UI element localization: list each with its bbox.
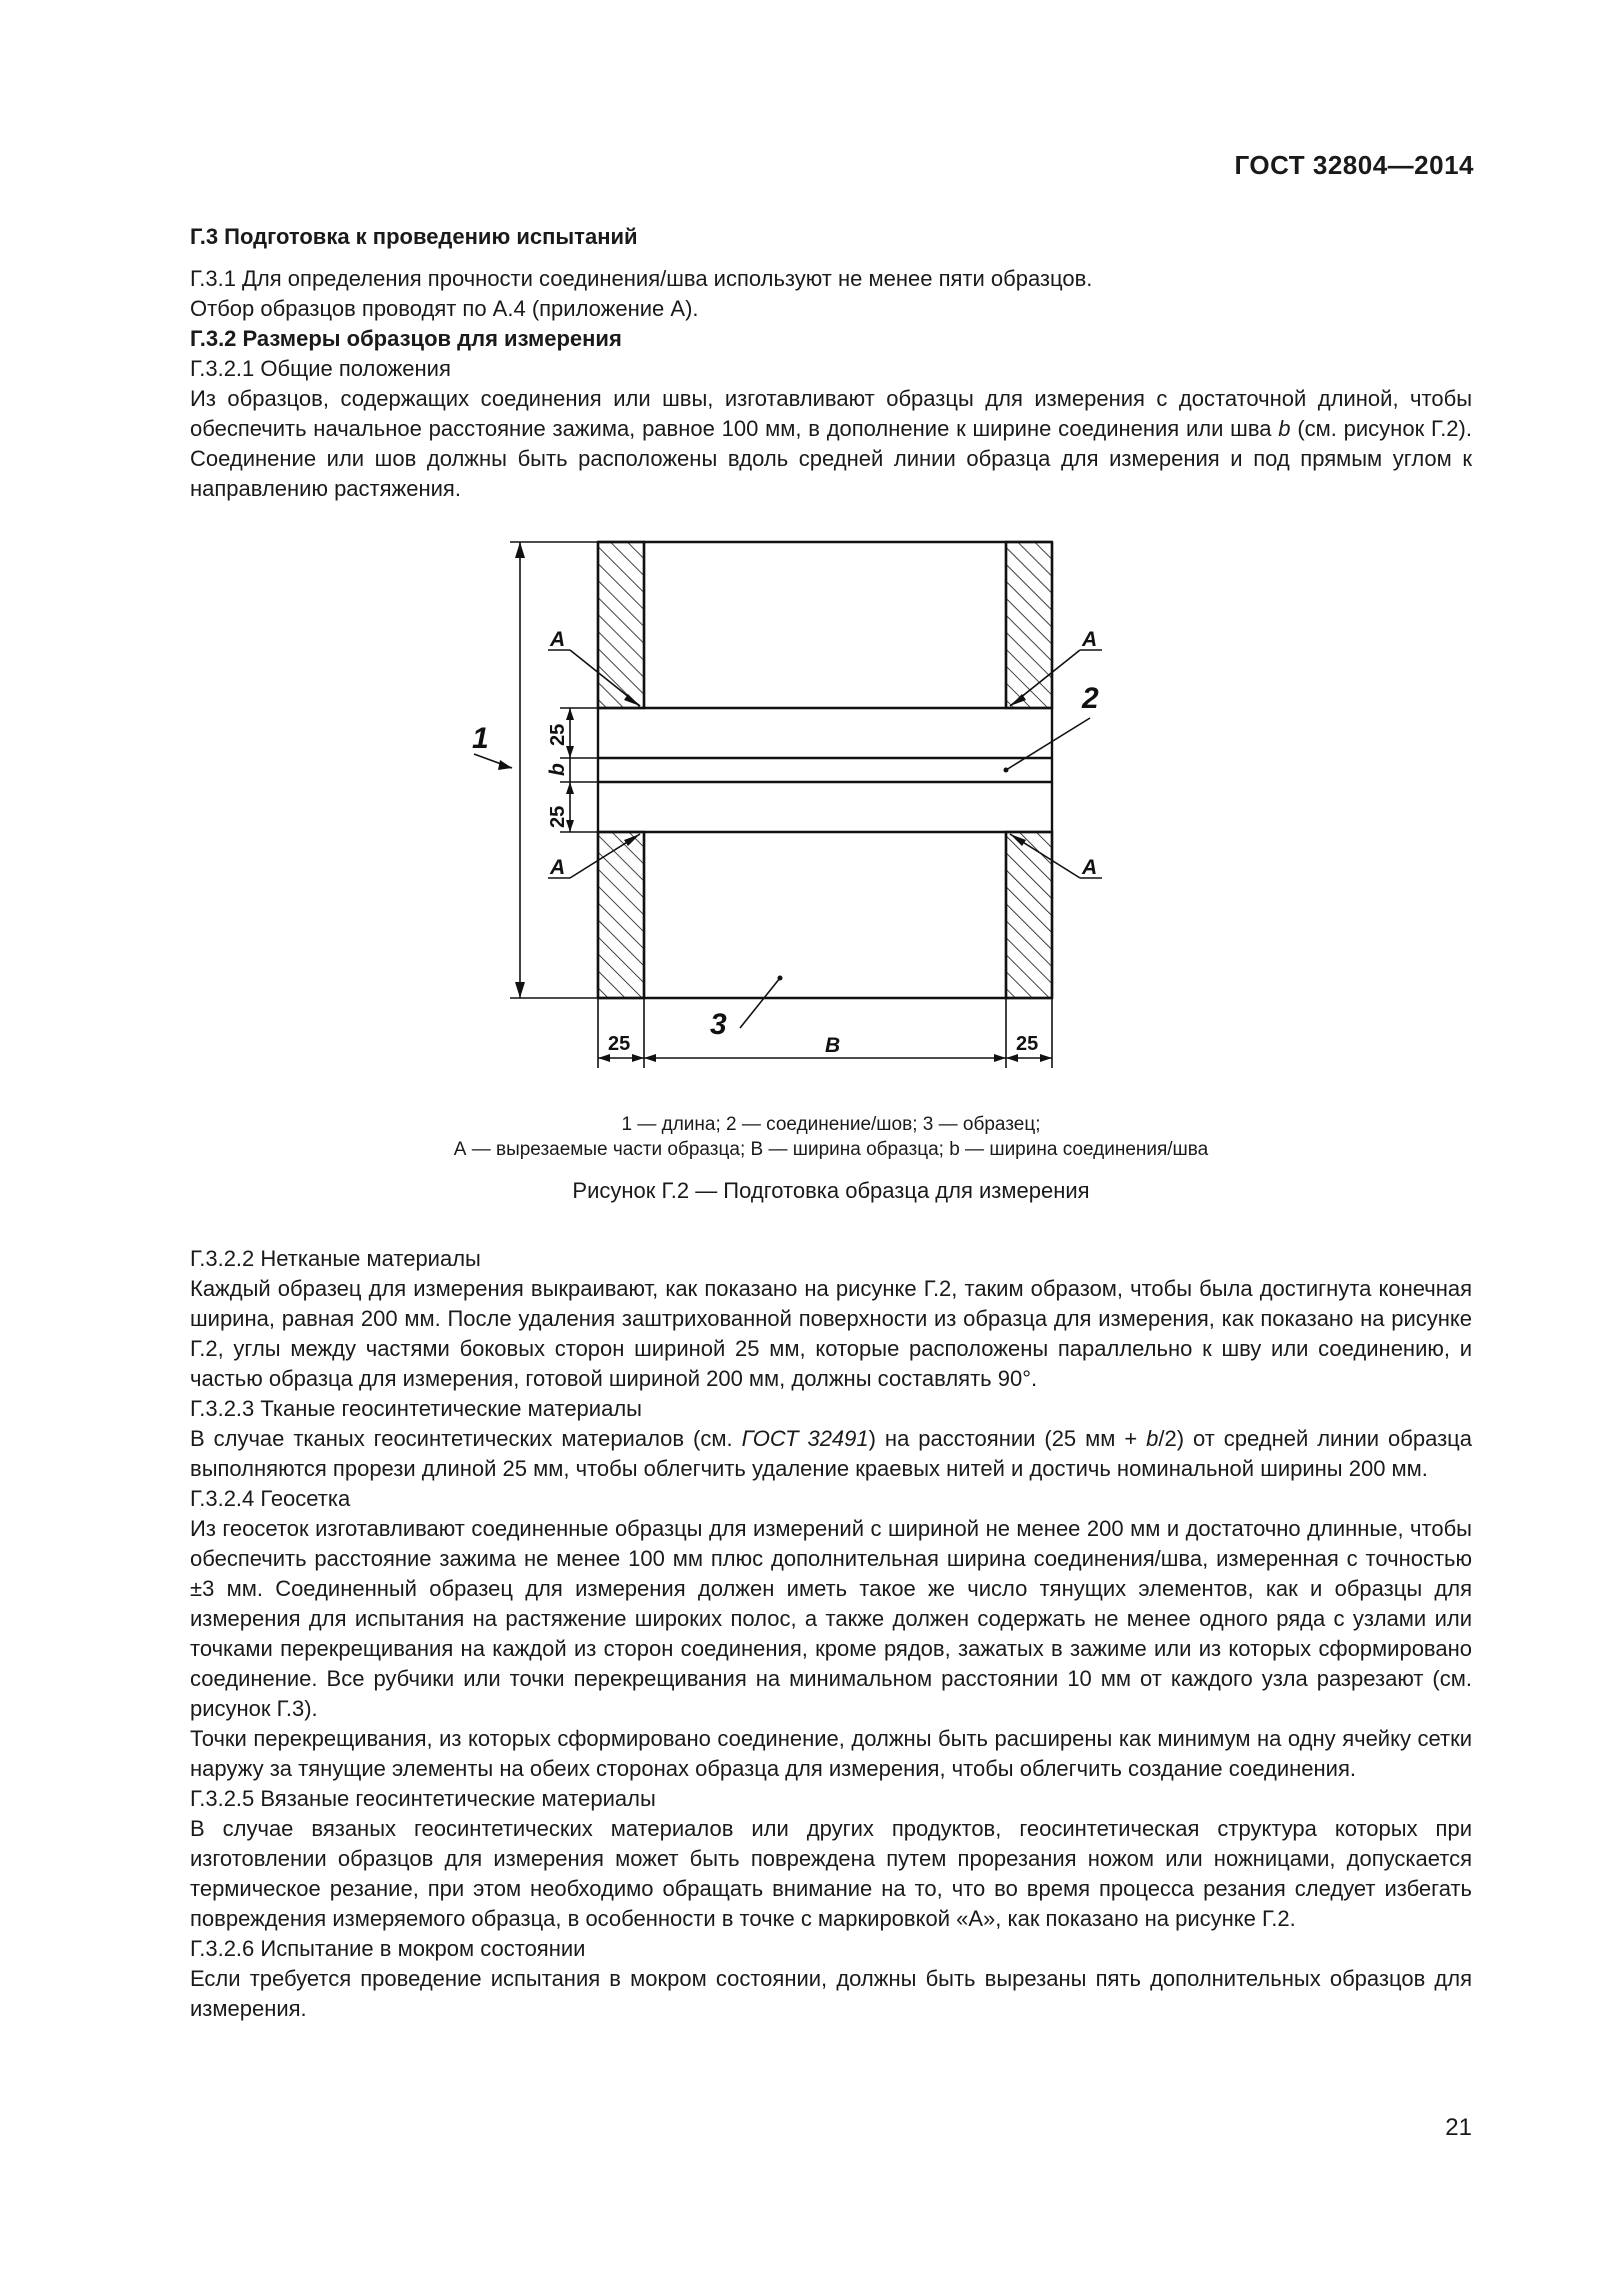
fig-dim-25-bottom-left: 25 [608, 1033, 631, 1055]
fig-label-a-bottom-right: А [1082, 856, 1098, 879]
figure-legend-line1: 1 — длина; 2 — соединение/шов; 3 — образец; [621, 1114, 1041, 1135]
figure-g2 [460, 528, 1120, 1088]
section-intro [190, 222, 1472, 504]
fig-dim-25-bottom-right: 25 [1016, 1033, 1039, 1055]
fig-dim-25-left-lower: 25 [547, 805, 569, 828]
para-g324-b: Точки перекрещивания, из которых сформировано соединение, должны быть расширены как минимум на одну ячейку сетки наружу за тянущие элементы на обеих сторонах образца для измерения, чтобы облегчить создание соединения. [190, 1726, 1472, 1781]
figure-legend [190, 1112, 1472, 1162]
para-g321-var-b: b [1278, 416, 1291, 441]
para-g323-text-c: /2) от средней линии образца выполняются прорези длиной 25 мм, чтобы облегчить удаление краевых нитей и достичь номинальной ширины 200 мм. [190, 1426, 1473, 1481]
fig-label-3: 3 [710, 1008, 727, 1041]
fig-label-1: 1 [472, 722, 489, 755]
figure-g2-drawing [460, 528, 1120, 1088]
para-g323-ref: ГОСТ 32491 [741, 1426, 869, 1451]
heading-g323: Г.3.2.3 Тканые геосинтетические материалы [190, 1396, 642, 1421]
para-g323-text-a: В случае тканых геосинтетических материалов (см. [190, 1426, 742, 1451]
fig-dim-b-left: b [546, 763, 569, 776]
figure-caption: Рисунок Г.2 — Подготовка образца для измерения [572, 1178, 1090, 1203]
section-body [190, 1244, 1472, 2024]
fig-label-a-top-right: А [1082, 628, 1098, 651]
fig-label-a-top-left: А [550, 628, 566, 651]
section-heading: Г.3 Подготовка к проведению испытаний [190, 224, 638, 249]
para-g326: Если требуется проведение испытания в мокром состоянии, должны быть вырезаны пять дополнительных образцов для измерения. [190, 1966, 1472, 2021]
para-g324-a: Из геосеток изготавливают соединенные образцы для измерений с шириной не менее 200 мм и достаточно длинные, чтобы обеспечить расстояние зажима не менее 100 мм плюс дополнительная ширина соединения/шва, измеренная с точностью ±3 мм. Соединенный образец для измерения должен иметь такое же число тянущих элементов, как и образцы для измерения для испытания на растяжение широких полос, а также должен содержать не менее одного ряда с узлами или точками перекрещивания на каждой из сторон соединения, кроме рядов, зажатых в зажиме или из которых сформировано соединение. Все рубчики или точки перекрещивания на минимальном расстоянии 10 мм от каждого узла разрезают (см. рисунок Г.3). [190, 1516, 1472, 1721]
page-number: 21 [1445, 2114, 1472, 2141]
standard-number: ГОСТ 32804—2014 [1234, 150, 1474, 180]
cut-area-top-right [1006, 542, 1052, 708]
heading-g322: Г.3.2.2 Нетканые материалы [190, 1246, 481, 1271]
heading-g321: Г.3.2.1 Общие положения [190, 356, 451, 381]
para-g31-a: Г.3.1 Для определения прочности соединения/шва используют не менее пяти образцов. [190, 266, 1093, 291]
cut-area-top-left [598, 542, 644, 708]
heading-g32: Г.3.2 Размеры образцов для измерения [190, 326, 622, 351]
para-g323-var-b: b [1146, 1426, 1159, 1451]
heading-g326: Г.3.2.6 Испытание в мокром состоянии [190, 1936, 586, 1961]
para-g323-text-b: ) на расстоянии (25 мм + [868, 1426, 1147, 1451]
heading-g325: Г.3.2.5 Вязаные геосинтетические материалы [190, 1786, 656, 1811]
fig-dim-25-left-upper: 25 [547, 723, 569, 746]
para-g325: В случае вязаных геосинтетических материалов или других продуктов, геосинтетическая структура которых при изготовлении образцов для измерения может быть повреждена путем прорезания ножом или ножницами, допускается термическое резание, при этом необходимо обращать внимание на то, что во время процесса резания следует избегать повреждения измеряемого образца, в особенности в точке с маркировкой «А», как показано на рисунке Г.2. [190, 1816, 1472, 1931]
fig-label-2: 2 [1082, 682, 1099, 715]
para-g321-text-end: (см. рисунок Г.2). Соединение или шов должны быть расположены вдоль средней линии образца для измерения и под прямым углом к направлению растяжения. [190, 416, 1472, 501]
para-g321-text: Из образцов, содержащих соединения или швы, изготавливают образцы для измерения с достаточной длиной, чтобы обеспечить начальное расстояние зажима, равное 100 мм, в дополнение к ширине соединения или шва [190, 386, 1472, 441]
para-g321 [190, 384, 1472, 504]
fig-label-a-bottom-left: А [550, 856, 566, 879]
para-g323 [190, 1424, 1472, 1484]
fig-label-B: В [825, 1034, 841, 1057]
para-g322: Каждый образец для измерения выкраивают, как показано на рисунке Г.2, таким образом, чтобы была достигнута конечная ширина, равная 200 мм. После удаления заштрихованной поверхности из образца для измерения, как показано на рисунке Г.2, углы между частями боковых сторон шириной 25 мм, которые расположены параллельно к шву или соединению, и частью образца для измерения, готовой шириной 200 мм, должны составлять 90°. [190, 1276, 1472, 1391]
heading-g324: Г.3.2.4 Геосетка [190, 1486, 351, 1511]
para-g31-b: Отбор образцов проводят по А.4 (приложение А). [190, 296, 699, 321]
figure-legend-line2: А — вырезаемые части образца; В — ширина образца; b — ширина соединения/шва [453, 1139, 1209, 1160]
